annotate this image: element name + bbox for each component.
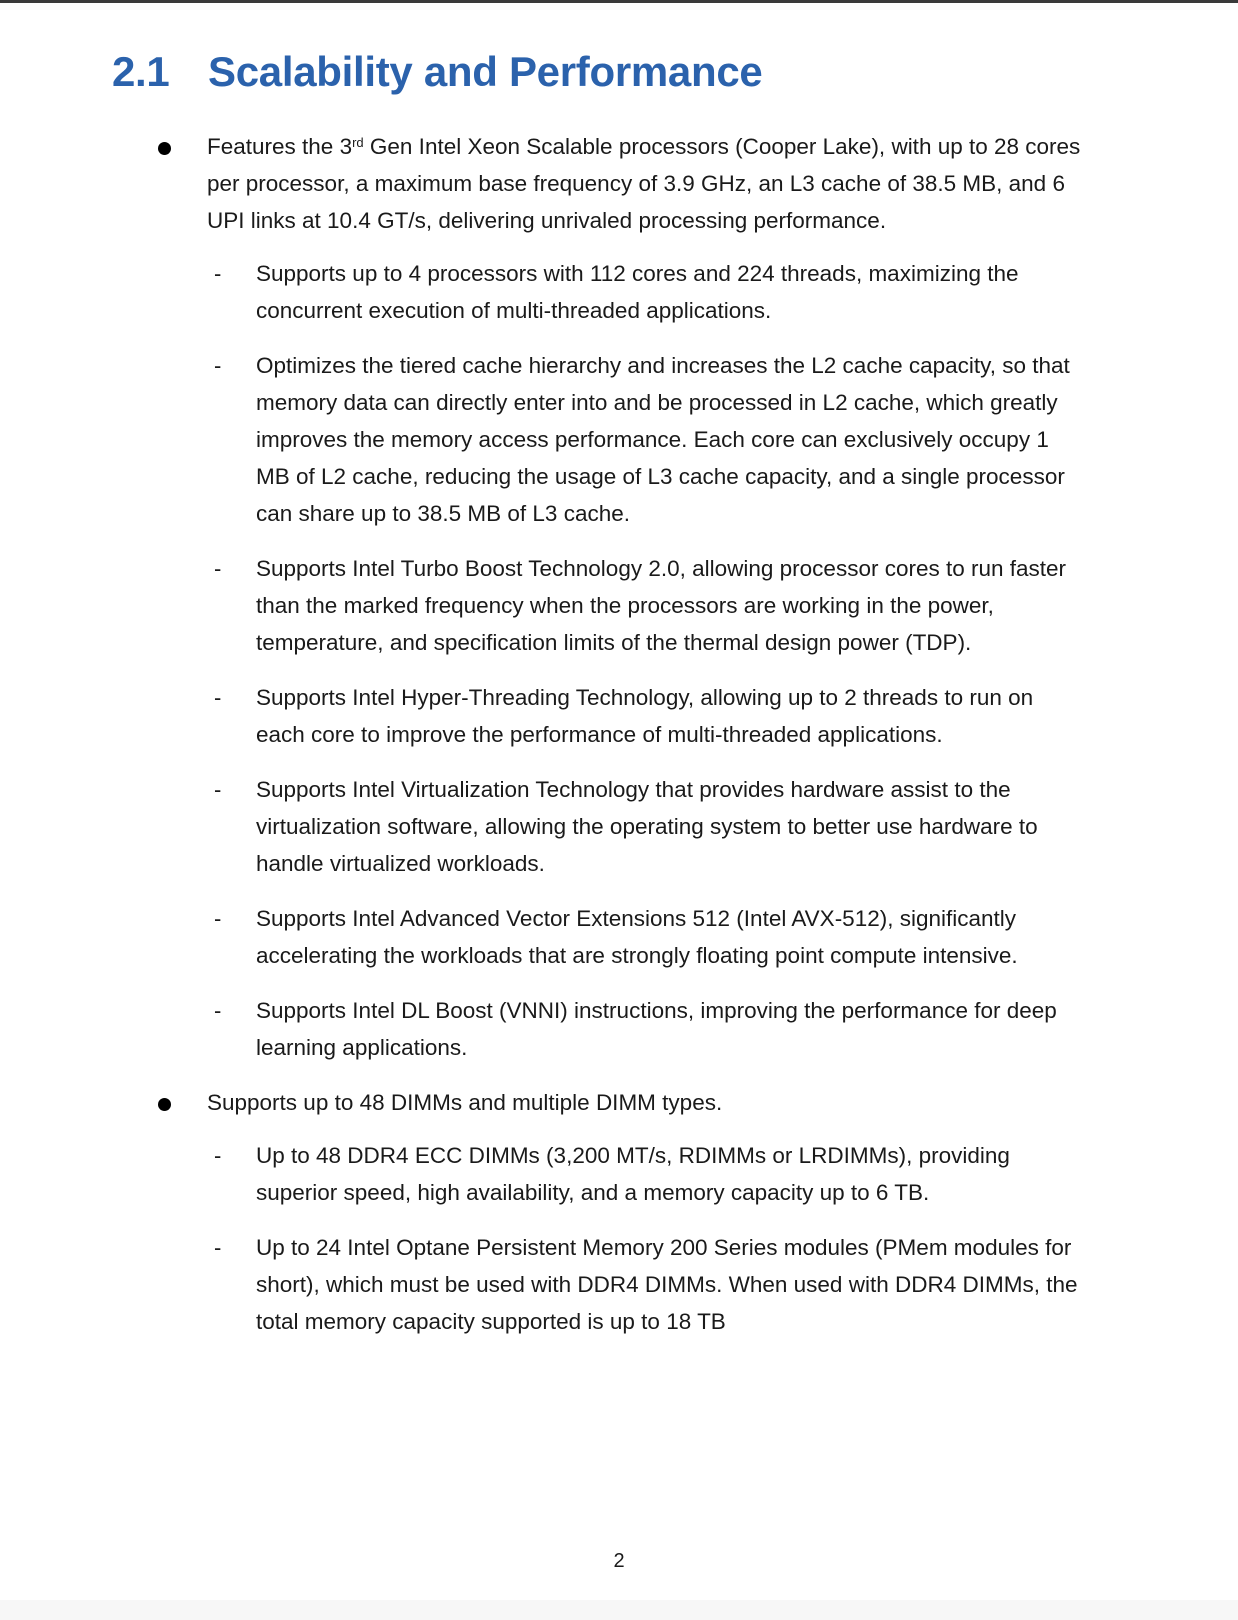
bullet-item-dimms — [0, 1084, 1238, 1121]
bullet-text: Supports up to 48 DIMMs and multiple DIMM types. — [207, 1090, 723, 1115]
dash-icon: - — [214, 685, 222, 710]
dash-icon: - — [214, 556, 222, 581]
page-bottom-edge — [0, 1600, 1238, 1620]
dash-icon: - — [214, 1235, 222, 1260]
sub-item-hyper-threading — [0, 679, 1238, 753]
section-number: 2.1 — [112, 48, 170, 95]
page-number: 2 — [613, 1550, 625, 1572]
sub-item-text: Up to 48 DDR4 ECC DIMMs (3,200 MT/s, RDIMMs or LRDIMMs), providing superior speed, high availability, and a memory capacity up to 6 TB. — [256, 1143, 1010, 1205]
sub-item-turbo-boost — [0, 550, 1238, 661]
sub-item-text: Optimizes the tiered cache hierarchy and increases the L2 cache capacity, so that memory data can directly enter into and be processed in L2 cache, which greatly improves the memory access performance. Each core can exclusively occupy 1 MB of L2 cache, reducing the usage of L3 cache capacity, and a single processor can share up to 38.5 MB of L3 cache. — [256, 353, 1070, 526]
bullet-text — [207, 134, 1080, 233]
bullet-icon — [158, 142, 171, 155]
sub-item-text: Supports up to 4 processors with 112 cores and 224 threads, maximizing the concurrent execution of multi-threaded applications. — [256, 261, 1019, 323]
sub-item-text: Supports Intel Advanced Vector Extensions 512 (Intel AVX-512), significantly accelerating the workloads that are strongly floating point compute intensive. — [256, 906, 1018, 968]
bullet-item-processors — [0, 128, 1238, 239]
sub-item-cache-hierarchy — [0, 347, 1238, 532]
sub-item-virtualization — [0, 771, 1238, 882]
bullet-text-part: Features the 3 — [207, 134, 353, 159]
sub-item-text: Supports Intel DL Boost (VNNI) instructions, improving the performance for deep learning applications. — [256, 998, 1057, 1060]
dash-icon: - — [214, 1143, 222, 1168]
sub-item-text: Up to 24 Intel Optane Persistent Memory 200 Series modules (PMem modules for short), which must be used with DDR4 DIMMs. When used with DDR4 DIMMs, the total memory capacity supported is up to 18 TB — [256, 1235, 1078, 1334]
top-border — [0, 0, 1238, 3]
dash-icon: - — [214, 261, 222, 286]
section-content — [0, 128, 1238, 1358]
dash-icon: - — [214, 906, 222, 931]
sub-item-ddr4 — [0, 1137, 1238, 1211]
sub-item-avx512 — [0, 900, 1238, 974]
sub-item-dl-boost — [0, 992, 1238, 1066]
bullet-text-part: Gen Intel Xeon Scalable processors (Cooper Lake), with up to 28 cores per processor, a maximum base frequency of 3.9 GHz, an L3 cache of 38.5 MB, and 6 UPI links at 10.4 GT/s, delivering unrivaled processing performance. — [207, 134, 1081, 233]
section-heading — [112, 48, 762, 96]
bullet-icon — [158, 1098, 171, 1111]
sub-item-text: Supports Intel Hyper-Threading Technology, allowing up to 2 threads to run on each core to improve the performance of multi-threaded applications. — [256, 685, 1034, 747]
section-title: Scalability and Performance — [208, 48, 763, 95]
dash-icon: - — [214, 353, 222, 378]
dash-icon: - — [214, 998, 222, 1023]
sub-item-text: Supports Intel Turbo Boost Technology 2.0, allowing processor cores to run faster than the marked frequency when the processors are working in the power, temperature, and specification limits of the thermal design power (TDP). — [256, 556, 1067, 655]
dash-icon: - — [214, 777, 222, 802]
ordinal-superscript: rd — [352, 135, 364, 150]
sub-item-optane-pmem — [0, 1229, 1238, 1340]
sub-item-processor-count — [0, 255, 1238, 329]
sub-item-text: Supports Intel Virtualization Technology that provides hardware assist to the virtualization software, allowing the operating system to better use hardware to handle virtualized workloads. — [256, 777, 1038, 876]
